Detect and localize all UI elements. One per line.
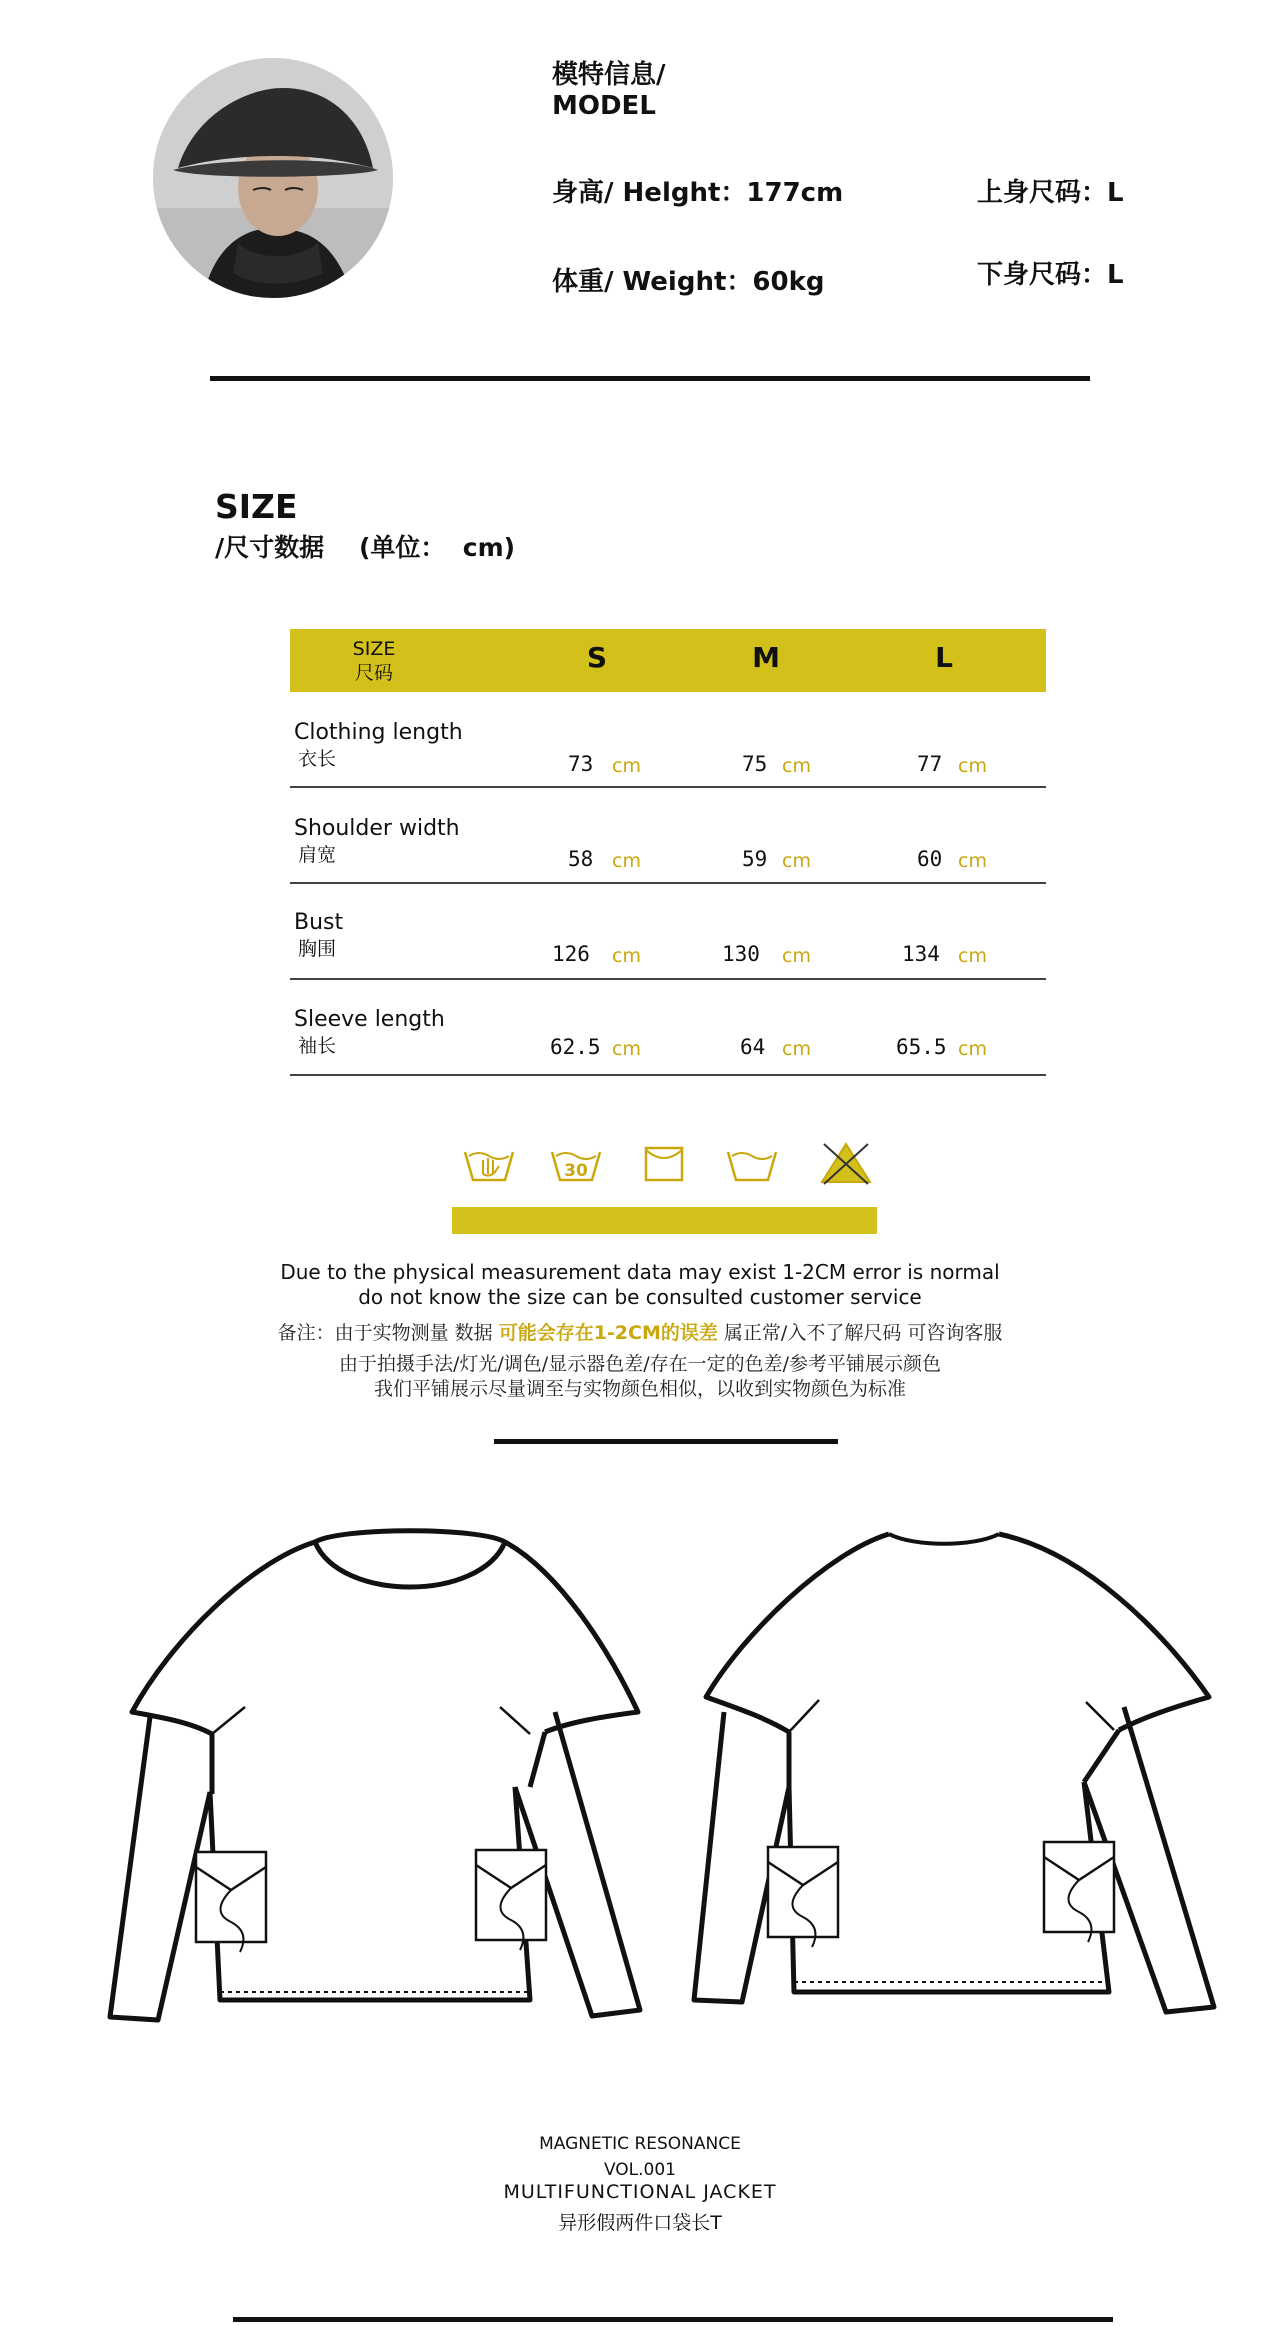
col-header-l: L (935, 641, 953, 674)
wash-temp-label: 30 (564, 1161, 588, 1181)
unit-label: cm (612, 945, 641, 967)
garment-back-illustration (684, 1512, 1244, 2032)
size-subheading: /尺寸数据 (单位： cm) (215, 533, 516, 562)
table-row (290, 980, 1046, 1076)
garment-front-illustration (100, 1512, 660, 2032)
row-divider (290, 1074, 1046, 1076)
product-name-en: MULTIFUNCTIONAL JACKET (503, 2181, 777, 2203)
wash-30-icon (548, 1140, 604, 1186)
cell-value: 62.5 (550, 1035, 601, 1059)
size-label (334, 637, 414, 685)
cell-value: 65.5 (896, 1035, 947, 1059)
row-label-en: Shoulder width (294, 816, 460, 841)
note-cn-line1 (0, 1318, 1280, 1345)
unit-label: cm (782, 1038, 811, 1060)
size-heading: SIZE (215, 487, 298, 526)
cell-value: 58 (568, 847, 594, 871)
table-row (290, 788, 1046, 884)
size-label-en: SIZE (352, 638, 396, 660)
row-label-cn: 袖长 (298, 1035, 337, 1057)
cell-value: 134 (902, 942, 940, 966)
model-avatar (153, 58, 393, 298)
dry-flat-icon (636, 1140, 692, 1186)
notes-divider (494, 1439, 838, 1444)
unit-label: cm (612, 1038, 641, 1060)
cell-value: 130 (722, 942, 760, 966)
row-label-en: Sleeve length (294, 1007, 445, 1032)
size-label-cn: 尺码 (354, 662, 393, 684)
unit-label: cm (958, 1038, 987, 1060)
cell-value: 59 (742, 847, 768, 871)
volume-label: VOL.001 (603, 2160, 677, 2180)
note-cn-highlight: 可能会存在1-2CM的误差 (498, 1322, 718, 1344)
model-bottom-size: 下身尺码：L (977, 260, 1124, 290)
note-en-line1: Due to the physical measurement data may exist 1-2CM error is normal (280, 1260, 1000, 1284)
note-en-line2: do not know the size can be consulted customer service (358, 1285, 922, 1309)
unit-label: cm (782, 945, 811, 967)
cell-value: 75 (742, 752, 768, 776)
note-cn-suffix: 属正常/入不了解尺码 可咨询客服 (717, 1322, 1003, 1344)
unit-label: cm (782, 850, 811, 872)
model-title-en: MODEL (552, 91, 656, 121)
model-top-size: 上身尺码：L (977, 178, 1124, 208)
col-header-s: S (586, 641, 608, 674)
section-divider (210, 376, 1090, 381)
col-header-m: M (752, 641, 780, 674)
cell-value: 73 (568, 752, 594, 776)
model-title-cn: 模特信息/ (552, 60, 666, 90)
wash-basin-icon (724, 1140, 780, 1186)
row-label-cn: 肩宽 (298, 844, 337, 866)
table-row (290, 692, 1046, 788)
cell-value: 64 (740, 1035, 766, 1059)
product-name-cn: 异形假两件口袋长T (558, 2212, 722, 2234)
unit-label: cm (782, 755, 811, 777)
size-table-header (290, 629, 1046, 692)
unit-label: cm (612, 850, 641, 872)
row-label-cn: 衣长 (298, 748, 337, 770)
brand-name: MAGNETIC RESONANCE (539, 2134, 741, 2154)
unit-label: cm (958, 755, 987, 777)
row-label-en: Clothing length (294, 720, 463, 745)
cell-value: 126 (552, 942, 590, 966)
do-not-bleach-icon (818, 1140, 874, 1186)
unit-label: cm (958, 850, 987, 872)
hand-wash-icon (461, 1140, 517, 1186)
footer-divider (233, 2317, 1113, 2322)
note-cn-line3: 我们平铺展示尽量调至与实物颜色相似，以收到实物颜色为标准 (373, 1378, 906, 1400)
note-cn-prefix: 备注：由于实物测量 数据 (277, 1322, 499, 1344)
row-label-en: Bust (294, 910, 344, 935)
accent-bar (452, 1207, 877, 1234)
unit-label: cm (958, 945, 987, 967)
model-height: 身高/ Helght：177cm (552, 178, 844, 208)
table-row (290, 884, 1046, 980)
unit-label: cm (612, 755, 641, 777)
model-weight: 体重/ Weight：60kg (552, 267, 825, 297)
note-cn-line2: 由于拍摄手法/灯光/调色/显示器色差/存在一定的色差/参考平铺展示颜色 (338, 1353, 941, 1375)
cell-value: 60 (917, 847, 943, 871)
model-info-title (552, 60, 666, 122)
cell-value: 77 (917, 752, 943, 776)
row-label-cn: 胸围 (298, 938, 337, 960)
